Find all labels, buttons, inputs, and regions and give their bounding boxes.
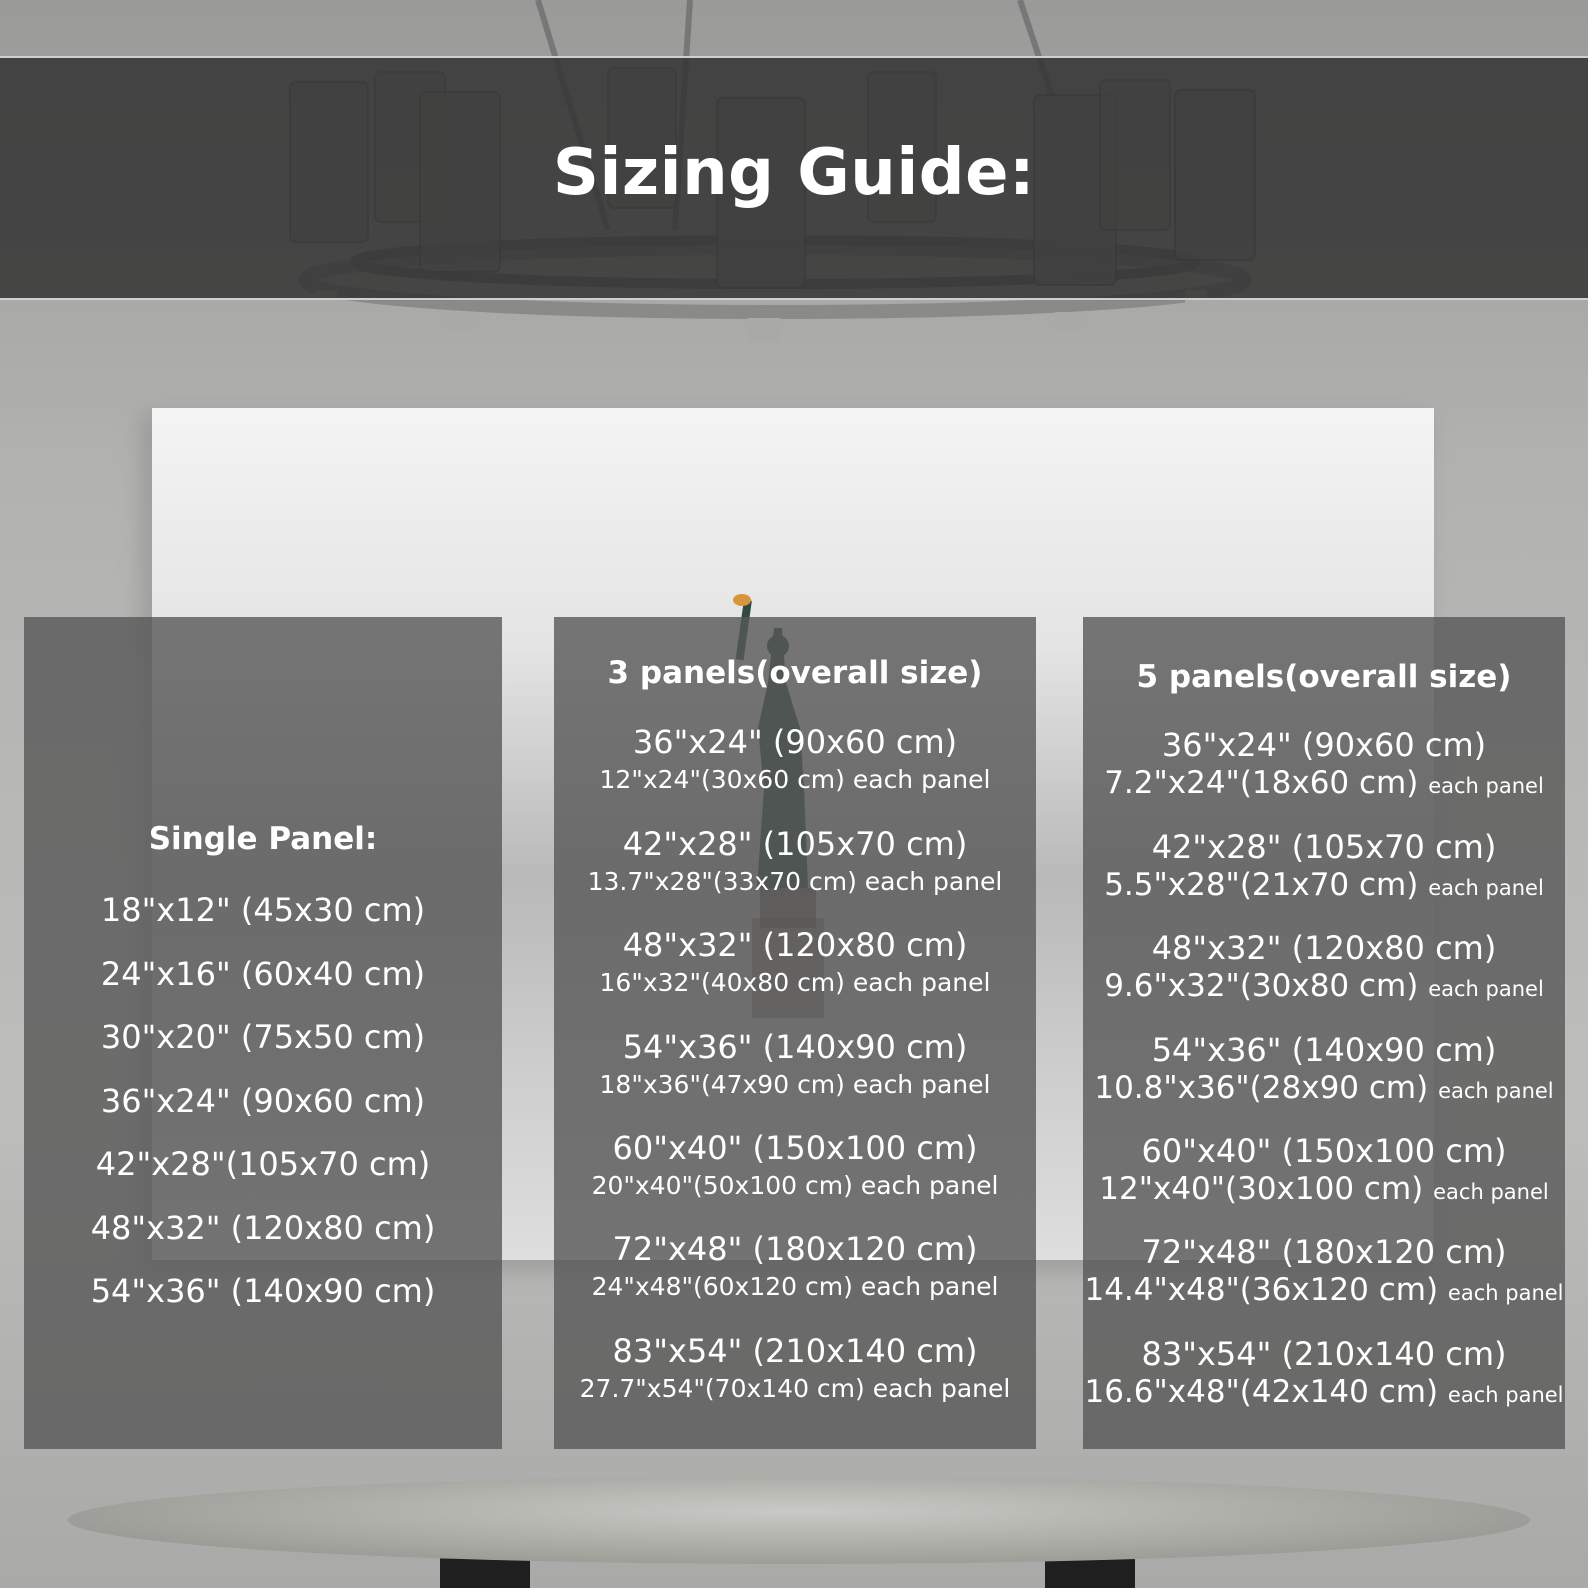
three-panels-column [554, 617, 1036, 1449]
five-panel-entry [1083, 929, 1565, 1008]
each-panel-note: each panel [1438, 1079, 1554, 1103]
page-title: Sizing Guide: [552, 136, 1036, 210]
table-top [68, 1476, 1530, 1564]
overall-size: 83"x54" (210x140 cm) [1141, 1335, 1507, 1373]
three-panel-entry [554, 1332, 1036, 1408]
single-panel-title: Single Panel: [148, 821, 378, 857]
each-panel-size: 7.2"x24"(18x60 cm) [1104, 765, 1419, 801]
each-panel-size: 27.7"x54"(70x140 cm) each panel [579, 1374, 1011, 1403]
each-panel-size: 12"x40"(30x100 cm) [1099, 1171, 1424, 1207]
single-size-item: 54"x36" (140x90 cm) [90, 1272, 436, 1310]
single-panel-column [24, 617, 502, 1449]
each-panel-size: 14.4"x48"(36x120 cm) [1084, 1272, 1439, 1308]
single-size-item: 36"x24" (90x60 cm) [100, 1081, 426, 1120]
five-panel-entry [1083, 1233, 1565, 1312]
five-panel-entry [1083, 1335, 1565, 1414]
each-panel-size: 9.6"x32"(30x80 cm) [1104, 968, 1419, 1004]
each-panel-size: 16.6"x48"(42x140 cm) [1084, 1374, 1439, 1410]
overall-size: 72"x48" (180x120 cm) [612, 1230, 978, 1268]
three-panel-entry [554, 926, 1036, 1002]
three-panel-entry [554, 723, 1036, 799]
overall-size: 48"x32" (120x80 cm) [622, 926, 968, 964]
overall-size: 54"x36" (140x90 cm) [1151, 1031, 1497, 1069]
each-panel-note: each panel [1447, 1383, 1564, 1407]
five-panel-entry [1083, 828, 1565, 907]
overall-size: 42"x28" (105x70 cm) [1151, 828, 1497, 866]
header-band [0, 56, 1588, 300]
five-panel-entry [1083, 1031, 1565, 1110]
single-size-item: 48"x32" (120x80 cm) [90, 1208, 436, 1247]
three-panel-entry [554, 1230, 1036, 1306]
three-panel-entry [554, 1028, 1036, 1104]
three-panels-title: 3 panels(overall size) [607, 655, 983, 691]
five-panels-title: 5 panels(overall size) [1136, 659, 1512, 695]
overall-size: 54"x36" (140x90 cm) [622, 1028, 968, 1066]
three-panel-entry [554, 825, 1036, 901]
each-panel-size: 10.8"x36"(28x90 cm) [1094, 1070, 1429, 1106]
overall-size: 83"x54" (210x140 cm) [612, 1332, 978, 1370]
single-size-item: 24"x16" (60x40 cm) [100, 954, 426, 993]
each-panel-note: each panel [1447, 1281, 1564, 1305]
five-panel-entry [1083, 726, 1565, 805]
overall-size: 48"x32" (120x80 cm) [1151, 929, 1497, 967]
three-panel-entry [554, 1129, 1036, 1205]
each-panel-note: each panel [1433, 1180, 1549, 1204]
five-panel-entry [1083, 1132, 1565, 1211]
overall-size: 36"x24" (90x60 cm) [632, 723, 958, 761]
each-panel-size: 12"x24"(30x60 cm) each panel [599, 765, 991, 794]
overall-size: 60"x40" (150x100 cm) [1141, 1132, 1507, 1170]
each-panel-size: 5.5"x28"(21x70 cm) [1104, 867, 1419, 903]
each-panel-note: each panel [1428, 876, 1544, 900]
overall-size: 72"x48" (180x120 cm) [1141, 1233, 1507, 1271]
overall-size: 60"x40" (150x100 cm) [612, 1129, 978, 1167]
each-panel-size: 20"x40"(50x100 cm) each panel [591, 1171, 999, 1200]
each-panel-note: each panel [1428, 774, 1544, 798]
each-panel-size: 16"x32"(40x80 cm) each panel [599, 968, 991, 997]
five-panels-column [1083, 617, 1565, 1449]
overall-size: 36"x24" (90x60 cm) [1161, 726, 1487, 764]
each-panel-note: each panel [1428, 977, 1544, 1001]
each-panel-size: 18"x36"(47x90 cm) each panel [599, 1070, 991, 1099]
single-size-item: 18"x12" (45x30 cm) [100, 891, 426, 929]
single-size-item: 42"x28"(105x70 cm) [95, 1145, 431, 1183]
each-panel-size: 13.7"x28"(33x70 cm) each panel [587, 867, 1003, 896]
overall-size: 42"x28" (105x70 cm) [622, 825, 968, 863]
single-size-item: 30"x20" (75x50 cm) [100, 1018, 426, 1056]
each-panel-size: 24"x48"(60x120 cm) each panel [591, 1272, 999, 1301]
